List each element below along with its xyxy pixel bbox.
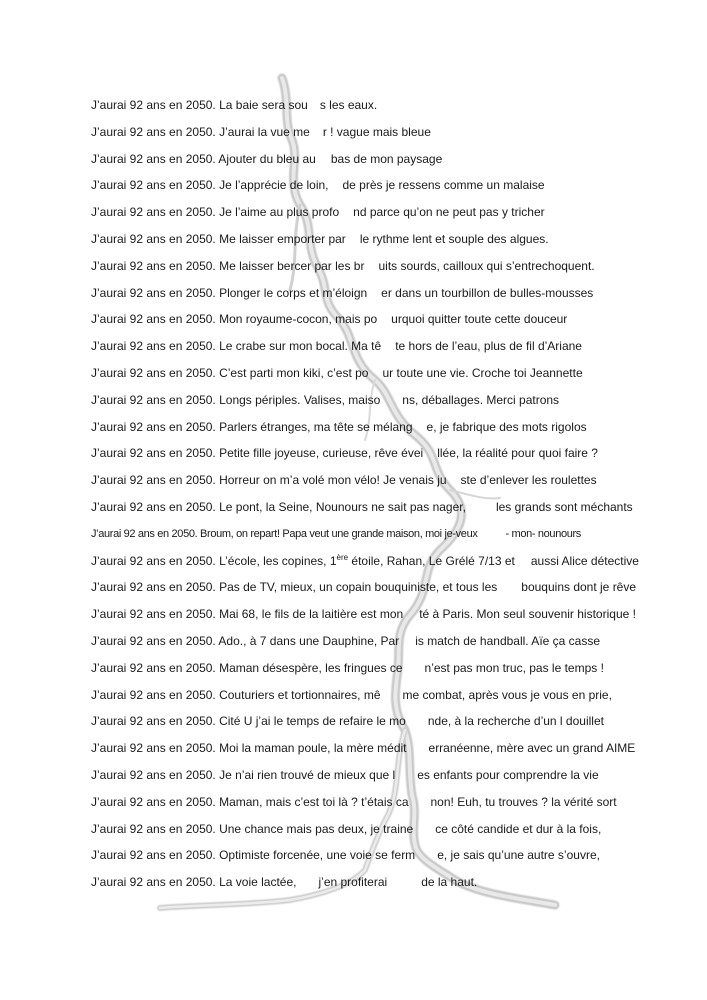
poem-line-end: s les eaux. [319,98,378,112]
poem-line-start: J’aurai 92 ans en 2050. Optimiste forcenée, une voie se ferm [91,848,416,863]
poem-line-end: uits sourds, cailloux qui s’entrechoquent. [378,258,595,273]
poem-line-start: J’aurai 92 ans en 2050. Pas de TV, mieux, un copain bouquiniste, et tous les [91,580,498,595]
poem-line [91,420,587,434]
poem-line-start: J’aurai 92 ans en 2050. Je n’ai rien trouvé de mieux que l [91,768,396,782]
poem-line [91,178,545,192]
poem-line-end: de près je ressens comme un malaise [342,178,545,193]
poem-line-middle: étoile, Rahan, Le Grélé 7/13 et [348,553,515,568]
poem-line-start: J’aurai 92 ans en 2050. Maman désespère, les fringues ce [91,660,403,675]
poem-line-middle: j’en profiterai [318,875,388,890]
poem-line-start: J’aurai 92 ans en 2050. Une chance mais pas deux, je traine [91,821,414,836]
poem-line-end: nde, à la recherche d’un l douillet [427,714,604,729]
poem-line-start: J’aurai 92 ans en 2050. La voie lactée, [91,875,297,890]
poem-line-start: J’aurai 92 ans en 2050. Couturiers et tortionnaires, mê [91,687,381,702]
poem-line [91,393,559,407]
ordinal-superscript: ère [336,552,349,562]
poem-line-end: e, je fabrique des mots rigolos [426,419,587,434]
poem-line-start: J’aurai 92 ans en 2050. Longs périples. Valises, maiso [91,392,381,407]
poem-line-start: J’aurai 92 ans en 2050. Petite fille joyeuse, curieuse, rêve évei [91,446,424,461]
poem-line-start: J’aurai 92 ans en 2050. Le crabe sur mon bocal. Ma tê [91,339,382,354]
poem-line-end: ns, déballages. Merci patrons [402,392,560,407]
poem-line-start: J’aurai 92 ans en 2050. Le pont, la Seine, Nounours ne sait pas nager, [91,500,466,514]
poem-line-end: de la haut. [421,875,478,890]
poem-line [91,875,477,889]
poem-line-end: es enfants pour comprendre la vie [417,768,599,782]
poem-line-end: r ! vague mais bleue [322,124,431,139]
poem-line [91,98,377,112]
poem-line-end: nd parce qu’on ne peut pas y tricher [353,205,545,220]
poem-line [91,125,431,139]
poem-line [91,366,583,380]
poem-line-start: J’aurai 92 ans en 2050. L’école, les copines, 1 [91,553,337,568]
poem-line [91,446,598,460]
poem-line-start: J’aurai 92 ans en 2050. Je l’aime au plus profo [91,205,340,220]
poem-line-end: le rythme lent et souple des algues. [359,232,549,246]
poem-line-start: J’aurai 92 ans en 2050. Parlers étranges, ma tête se mélang [91,419,413,434]
poem-line [91,688,612,702]
poem-line [91,634,600,648]
poem-line-end: aussi Alice détective [530,553,639,568]
poem-line [91,795,617,809]
poem-line-end: llée, la réalité pour quoi faire ? [437,446,598,461]
poem-line-end: bas de mon paysage [330,151,443,166]
poem-line-end: n’est pas mon truc, pas le temps ! [424,660,604,675]
poem-line [91,848,600,862]
poem-line [91,232,549,246]
poem-line [91,580,636,594]
poem-line-start: J’aurai 92 ans en 2050. Mai 68, le fils de la laitière est mon [91,607,404,622]
poem-line [91,286,593,300]
poem-line [91,339,582,353]
poem-line [91,661,604,675]
poem-line-start: J’aurai 92 ans en 2050. Moi la maman poule, la mère médit [91,741,407,756]
poem-line [91,527,581,541]
poem-line-end: ce côté candide et dur à la fois, [435,821,602,836]
poem-line-end: urquoi quitter toute cette douceur [391,312,568,327]
poem-line-start: J’aurai 92 ans en 2050. Horreur on m’a volé mon vélo! Je venais ju [91,473,447,488]
poem-line-start: J’aurai 92 ans en 2050. Ajouter du bleu au [91,151,316,166]
poem-line [91,768,599,782]
poem-line-end: er dans un tourbillon de bulles-mousses [381,285,594,300]
poem-line-end: non! Euh, tu trouves ? la vérité sort [430,794,617,809]
poem-line-end: is match de handball. Aïe ça casse [415,634,601,648]
poem-line-end: e, je sais qu’une autre s’ouvre, [437,848,600,863]
poem-line-start: J’aurai 92 ans en 2050. J’aurai la vue me [91,124,310,139]
poem-line-start: J’aurai 92 ans en 2050. Cité U j’ai le temps de refaire le mo [91,714,406,729]
poem-line [91,152,442,166]
poem-line-start: J’aurai 92 ans en 2050. Me laisser emporter par [91,232,346,246]
poem-line-end: - mon- nounours [505,527,581,540]
poem-line-start: J’aurai 92 ans en 2050. Broum, on repart! Papa veut une grande maison, moi je-veux [91,527,478,540]
poem-line-start: J’aurai 92 ans en 2050. Ado., à 7 dans une Dauphine, Par [91,634,400,648]
poem-line-end: ur toute une vie. Croche toi Jeannette [382,366,583,380]
poem-line-end: té à Paris. Mon seul souvenir historique ! [419,607,636,622]
poem-line [91,554,639,568]
poem-line-start: J’aurai 92 ans en 2050. Plonger le corps et m’éloign [91,285,368,300]
poem-line-start: J’aurai 92 ans en 2050. Je l’apprécie de loin, [91,178,329,193]
poem-line-end: te hors de l’eau, plus de fil d’Ariane [395,339,582,354]
poem-line [91,205,545,219]
poem-line-start: J’aurai 92 ans en 2050. La baie sera sou [91,98,308,112]
poem-line [91,259,595,273]
poem-line [91,312,567,326]
poem-line [91,741,635,755]
poem-line-end: les grands sont méchants [495,500,633,514]
poem-line-end: ste d’enlever les roulettes [460,473,597,488]
poem-line-end: me combat, après vous je vous en prie, [402,687,612,702]
poem-line [91,607,636,621]
poem-line-start: J’aurai 92 ans en 2050. C’est parti mon kiki, c’est po [91,366,369,380]
poem-line-start: J’aurai 92 ans en 2050. Mon royaume-cocon, mais po [91,312,378,327]
poem-line-end: bouquins dont je rêve [521,580,637,595]
poem-line [91,822,601,836]
poem-line-end: erranéenne, mère avec un grand AIME [428,741,636,756]
poem-line [91,714,604,728]
poem-line [91,500,633,514]
poem-line [91,473,597,487]
poem-line-start: J’aurai 92 ans en 2050. Me laisser bercer par les br [91,258,365,273]
poem-line-start: J’aurai 92 ans en 2050. Maman, mais c’est toi là ? t’étais ca [91,794,409,809]
